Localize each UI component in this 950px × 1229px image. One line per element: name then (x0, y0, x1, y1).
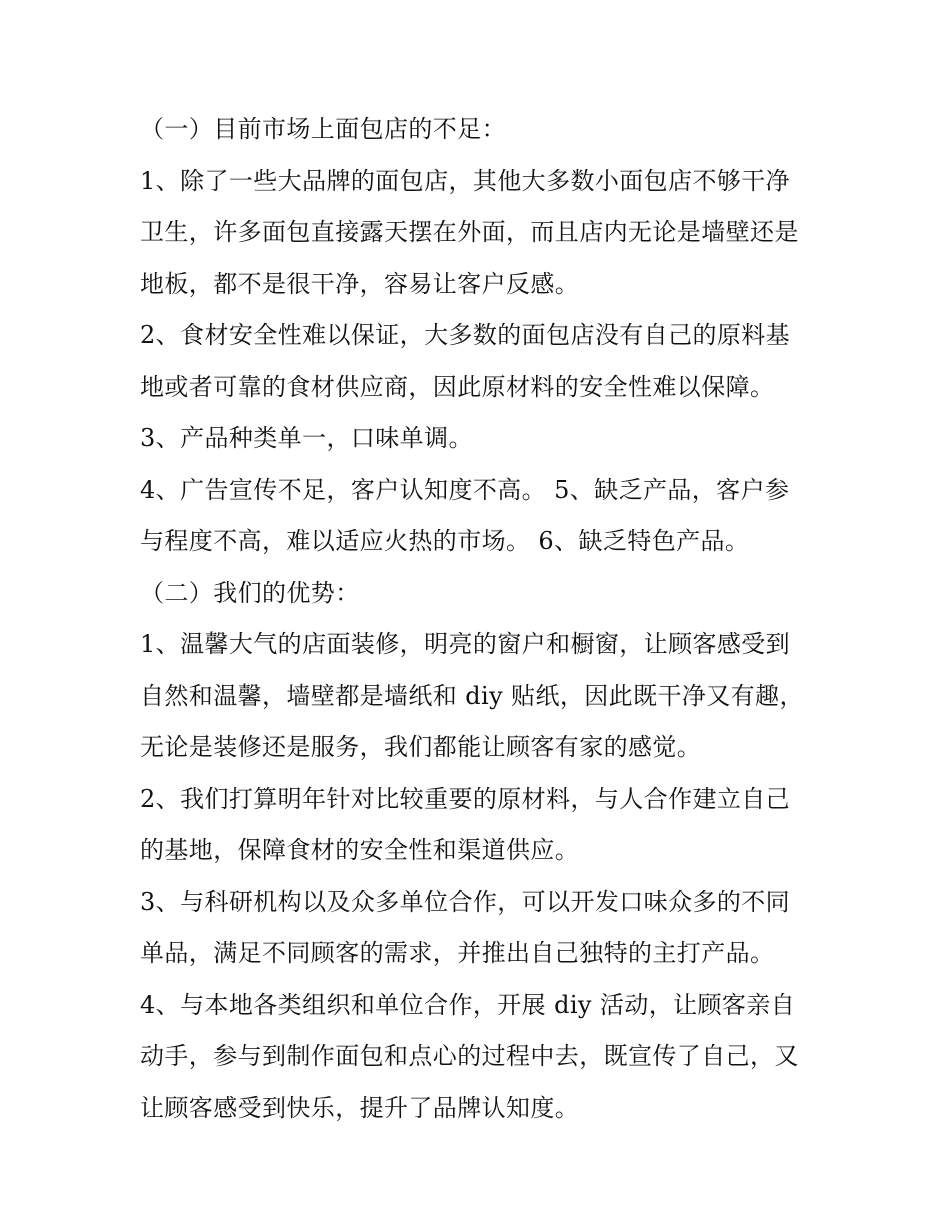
document-body (140, 104, 820, 1134)
text-line: 1、温馨大气的店面装修，明亮的窗户和橱窗，让顾客感受到 (140, 630, 791, 658)
text-line: 无论是装修还是服务，我们都能让顾客有家的感觉。 (140, 733, 702, 761)
text-line: 动手，参与到制作面包和点心的过程中去，既宣传了自己，又 (140, 1042, 799, 1070)
text-line: 卫生，许多面包直接露天摆在外面，而且店内无论是墙壁还是 (140, 218, 799, 246)
text-line: 4、广告宣传不足，客户认知度不高。 5、缺乏产品，客户参 (140, 475, 790, 504)
text-line: 2、我们打算明年针对比较重要的原材料，与人合作建立自己 (140, 784, 791, 813)
text-line: 地或者可靠的食材供应商，因此原材料的安全性难以保障。 (140, 372, 775, 401)
text-line: 单品，满足不同顾客的需求，并推出自己独特的主打产品。 (140, 939, 775, 967)
text-line: 自然和温馨，墙壁都是墙纸和 diy 贴纸，因此既干净又有趣， (140, 681, 804, 710)
text-line: 与程度不高，难以适应火热的市场。 6、缺乏特色产品。 (140, 527, 750, 555)
text-line: 1、除了一些大品牌的面包店，其他大多数小面包店不够干净 (140, 166, 791, 195)
text-line: 3、产品种类单一，口味单调。 (140, 424, 473, 452)
text-line: 3、与科研机构以及众多单位合作，可以开发口味众多的不同 (140, 887, 791, 916)
text-line: 让顾客感受到快乐，提升了品牌认知度。 (140, 1093, 580, 1122)
text-line: 地板，都不是很干净，容易让客户反感。 (140, 269, 580, 298)
section-heading-shortcomings: （一）目前市场上面包店的不足： (140, 115, 506, 143)
section-heading-advantages: （二）我们的优势： (140, 578, 360, 607)
text-line: 2、食材安全性难以保证，大多数的面包店没有自己的原料基 (140, 321, 791, 349)
text-line: 4、与本地各类组织和单位合作，开展 diy 活动，让顾客亲自 (140, 990, 796, 1019)
text-line: 的基地，保障食材的安全性和渠道供应。 (140, 836, 580, 864)
